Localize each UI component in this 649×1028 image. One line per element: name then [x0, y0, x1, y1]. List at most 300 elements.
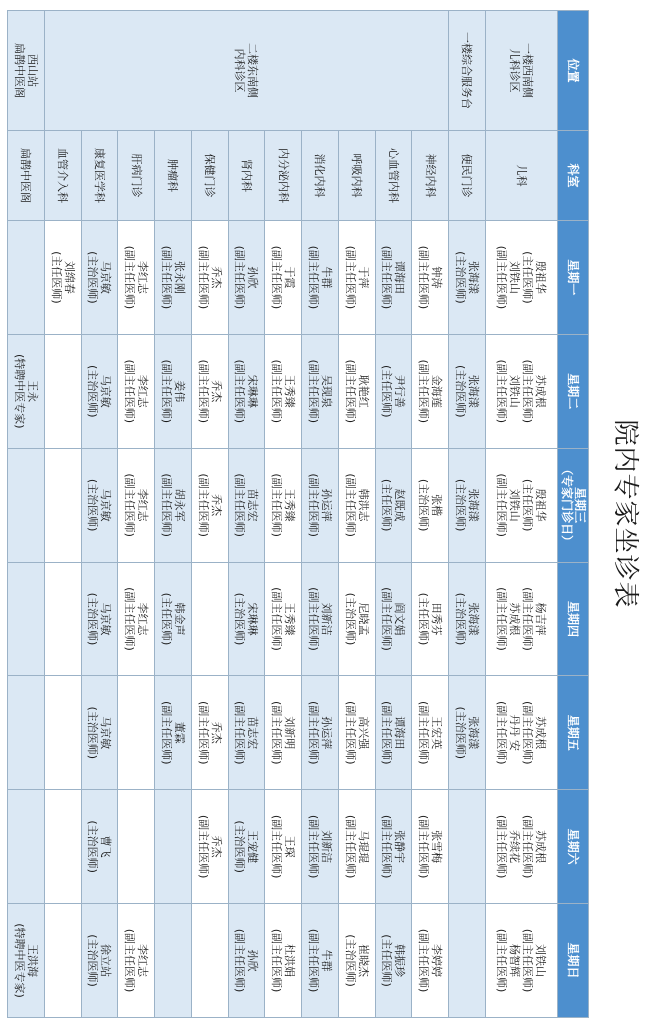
doctor-line: (副主任医师) — [270, 701, 284, 765]
department-cell: 保健门诊 — [191, 131, 228, 221]
doctor-line: (主任医师) — [417, 592, 431, 646]
doctor-line: 王宠健 — [246, 830, 260, 864]
doctor-line: 崔晓杰 — [356, 944, 370, 978]
doctor-cell — [485, 562, 557, 676]
doctor-cell — [228, 562, 265, 676]
doctor-line: 马京敏 — [99, 602, 113, 636]
doctor-cell — [155, 676, 192, 790]
table-row — [228, 11, 265, 1018]
doctor-cell — [338, 334, 375, 448]
department-cell: 消化内科 — [302, 131, 339, 221]
doctor-cell — [412, 676, 449, 790]
table-row — [44, 11, 81, 1018]
doctor-line: 李红志 — [136, 374, 150, 408]
doctor-line: (主治医师) — [343, 592, 357, 646]
doctor-line: (副主任医师) — [270, 473, 284, 537]
doctor-line: 李红志 — [136, 488, 150, 522]
doctor-line: 李红志 — [136, 260, 150, 294]
doctor-line: 钟涛 — [430, 266, 444, 289]
doctor-line: 王宏英 — [430, 716, 444, 750]
doctor-cell — [485, 904, 557, 1018]
doctor-line: (副主任医师) — [196, 473, 210, 537]
doctor-line: (副主任医师) — [417, 701, 431, 765]
schedule-table — [7, 10, 589, 1018]
doctor-line: 谭海田 — [393, 260, 407, 294]
doctor-cell — [338, 790, 375, 904]
doctor-line: (副主任医师) — [343, 701, 357, 765]
doctor-line: (副主任医师) — [159, 701, 173, 765]
doctor-cell — [228, 790, 265, 904]
doctor-line: 杨智辉 — [508, 944, 522, 978]
doctor-cell — [338, 562, 375, 676]
doctor-line: 徐立站 — [99, 944, 113, 978]
doctor-cell — [375, 334, 412, 448]
doctor-line: 田秀芬 — [430, 602, 444, 636]
doctor-cell — [265, 221, 302, 335]
doctor-line: 刘铁山 — [508, 488, 522, 522]
doctor-line: (副主任医师) — [270, 814, 284, 879]
doctor-line: (副主任医师) — [343, 359, 357, 424]
table-row — [81, 11, 118, 1018]
location-cell: 西山站 扁鹊中医阁 — [8, 11, 45, 131]
doctor-line: 孙欣 — [246, 949, 260, 972]
location-cell: 一楼西南侧 儿科诊区 — [485, 11, 557, 131]
doctor-cell — [44, 448, 81, 562]
doctor-line: 刘新明 — [283, 716, 297, 750]
doctor-line: (主治医师) — [417, 478, 431, 532]
department-cell: 肾内科 — [228, 131, 265, 221]
doctor-cell — [375, 904, 412, 1018]
doctor-cell — [191, 562, 228, 676]
department-cell: 康复医学科 — [81, 131, 118, 221]
table-row — [375, 11, 412, 1018]
doctor-line: (副主任医师) — [521, 587, 535, 651]
doctor-cell — [485, 334, 557, 448]
department-cell: 肿瘤科 — [155, 131, 192, 221]
doctor-cell — [155, 904, 192, 1018]
page-title: 院内专家坐诊表 — [610, 419, 640, 609]
doctor-line: 刘铁山 — [534, 944, 548, 978]
doctor-cell — [449, 562, 486, 676]
doctor-line: (主治医师) — [86, 592, 100, 646]
doctor-cell — [485, 790, 557, 904]
doctor-line: 曹飞 — [99, 835, 113, 858]
department-cell: 呼吸内科 — [338, 131, 375, 221]
doctor-cell — [375, 562, 412, 676]
column-header: 位置 — [558, 11, 589, 131]
doctor-line: 张永刚 — [172, 260, 186, 294]
doctor-line: 牛群 — [319, 266, 333, 289]
doctor-line: 张海漾 — [466, 374, 480, 408]
doctor-line: 谭海田 — [393, 716, 407, 750]
doctor-cell — [265, 904, 302, 1018]
doctor-cell — [155, 334, 192, 448]
doctor-cell — [8, 904, 45, 1018]
doctor-line: 刘绵春 — [62, 260, 76, 294]
column-header: 星期六 — [558, 790, 589, 904]
header-row — [558, 11, 589, 1018]
doctor-cell — [338, 448, 375, 562]
doctor-line: (副主任医师) — [159, 359, 173, 424]
doctor-cell — [412, 562, 449, 676]
doctor-line: 王秀臻 — [283, 374, 297, 408]
doctor-line: 尹行善 — [393, 374, 407, 408]
doctor-line: 马琨琨 — [356, 830, 370, 864]
doctor-line: (副主任医师) — [521, 701, 535, 765]
doctor-cell — [44, 790, 81, 904]
doctor-line: 张海漾 — [466, 602, 480, 636]
doctor-cell — [8, 334, 45, 448]
doctor-line: (副主任医师) — [306, 473, 320, 537]
doctor-cell — [155, 221, 192, 335]
doctor-line: (副主任医师) — [343, 245, 357, 310]
doctor-line: (副主任医师) — [306, 928, 320, 993]
doctor-line: (特聘中医专家) — [12, 923, 26, 998]
doctor-cell — [265, 334, 302, 448]
doctor-cell — [412, 790, 449, 904]
doctor-cell — [44, 334, 81, 448]
column-header: 科室 — [558, 131, 589, 221]
doctor-line: (副主任医师) — [380, 245, 394, 310]
doctor-line: 王秀臻 — [283, 602, 297, 636]
doctor-cell — [8, 676, 45, 790]
doctor-cell — [338, 676, 375, 790]
doctor-line: (副主任医师) — [123, 587, 137, 651]
doctor-cell — [412, 221, 449, 335]
doctor-line: 刘铁山 — [508, 260, 522, 294]
doctor-line: 苏成根 — [534, 716, 548, 750]
doctor-line: (副主任医师) — [159, 245, 173, 310]
doctor-line: (副主任医师) — [417, 359, 431, 424]
doctor-cell — [302, 562, 339, 676]
doctor-line: (副主任医师) — [123, 359, 137, 424]
doctor-line: (主治医师) — [86, 820, 100, 873]
doctor-line: (副主任医师) — [306, 701, 320, 765]
doctor-cell — [8, 221, 45, 335]
doctor-line: 马京敏 — [99, 260, 113, 294]
doctor-line: (副主任医师) — [380, 587, 394, 651]
doctor-line: 金海莲 — [430, 374, 444, 408]
doctor-line: 马京敏 — [99, 374, 113, 408]
table-row — [265, 11, 302, 1018]
doctor-cell — [449, 221, 486, 335]
doctor-line: 刘新洁 — [319, 602, 333, 636]
doctor-line: (副主任医师) — [495, 359, 509, 424]
doctor-cell — [155, 790, 192, 904]
schedule-body — [8, 11, 558, 1018]
doctor-line: 苏成根 — [534, 374, 548, 408]
doctor-cell — [81, 904, 118, 1018]
doctor-line: 苏成根 — [508, 602, 522, 636]
doctor-cell — [449, 904, 486, 1018]
doctor-line: (副主任医师) — [233, 245, 247, 310]
doctor-cell — [228, 904, 265, 1018]
doctor-cell — [8, 790, 45, 904]
doctor-cell — [118, 676, 155, 790]
department-cell: 扁鹊中医阁 — [8, 131, 45, 221]
department-cell: 血管介入科 — [44, 131, 81, 221]
doctor-cell — [412, 334, 449, 448]
doctor-line: 张雪梅 — [430, 830, 444, 864]
doctor-line: 苗志宏 — [246, 716, 260, 750]
doctor-line: (副主任医师) — [233, 928, 247, 993]
doctor-line: (副主任医师) — [196, 814, 210, 879]
doctor-line: (主治医师) — [86, 251, 100, 304]
doctor-line: 胡永军 — [172, 488, 186, 522]
doctor-cell — [155, 448, 192, 562]
doctor-cell — [412, 904, 449, 1018]
doctor-line: 尼晓孟 — [356, 602, 370, 636]
doctor-line: 殷祖华 — [534, 488, 548, 522]
doctor-line: (副主任医师) — [380, 701, 394, 765]
doctor-line: 丹丹 安 — [508, 714, 522, 752]
table-row — [155, 11, 192, 1018]
doctor-line: (主任医师) — [380, 364, 394, 418]
doctor-line: 孙运萍 — [319, 488, 333, 522]
doctor-line: 张海漾 — [466, 488, 480, 522]
doctor-line: 苏成根 — [534, 830, 548, 864]
doctor-line: (副主任医师) — [495, 814, 509, 879]
doctor-line: 乔杰 — [209, 835, 223, 858]
doctor-cell — [485, 448, 557, 562]
doctor-cell — [302, 448, 339, 562]
doctor-cell — [485, 676, 557, 790]
department-cell: 内分泌内科 — [265, 131, 302, 221]
doctor-cell — [81, 448, 118, 562]
doctor-cell — [302, 904, 339, 1018]
doctor-line: (副主任医师) — [521, 928, 535, 993]
doctor-line: (主治医师) — [86, 364, 100, 418]
doctor-line: 乔杰 — [209, 494, 223, 517]
doctor-line: (副主任医师) — [159, 473, 173, 537]
doctor-line: (主治医师) — [453, 706, 467, 760]
doctor-line: 牛群 — [319, 949, 333, 972]
doctor-line: 王洪海 — [25, 944, 39, 978]
doctor-cell — [81, 676, 118, 790]
doctor-line: 张海漾 — [466, 260, 480, 294]
doctor-line: (副主任医师) — [417, 814, 431, 879]
doctor-line: 韩洪志 — [356, 488, 370, 522]
department-cell: 肝病门诊 — [118, 131, 155, 221]
doctor-cell — [228, 221, 265, 335]
doctor-cell — [485, 221, 557, 335]
doctor-line: 张海漾 — [466, 716, 480, 750]
doctor-line: 高兴强 — [356, 716, 370, 750]
doctor-cell — [44, 676, 81, 790]
table-row — [8, 11, 45, 1018]
doctor-line: (主治医师) — [453, 478, 467, 532]
doctor-line: (副主任医师) — [495, 245, 509, 310]
doctor-cell — [338, 221, 375, 335]
doctor-line: 赵既成 — [393, 488, 407, 522]
location-cell: 二楼东南侧 内科诊区 — [44, 11, 448, 131]
doctor-line: (副主任医师) — [521, 814, 535, 879]
doctor-line: 孙运萍 — [319, 716, 333, 750]
doctor-cell — [412, 448, 449, 562]
doctor-line: (副主任医师) — [417, 245, 431, 310]
location-cell: 一楼综合服务台 — [449, 11, 486, 131]
doctor-line: 张静宇 — [393, 830, 407, 864]
doctor-line: (主任医师) — [49, 251, 63, 304]
doctor-line: 张楷 — [430, 494, 444, 517]
doctor-line: (副主任医师) — [233, 473, 247, 537]
doctor-line: (主任医师) — [380, 934, 394, 987]
doctor-line: (副主任医师) — [306, 814, 320, 879]
doctor-cell — [118, 790, 155, 904]
doctor-line: (副主任医师) — [123, 473, 137, 537]
doctor-cell — [338, 904, 375, 1018]
doctor-line: 李红志 — [136, 602, 150, 636]
doctor-line: (主治医师) — [86, 706, 100, 760]
doctor-line: (副主任医师) — [196, 359, 210, 424]
doctor-cell — [44, 221, 81, 335]
doctor-cell — [81, 790, 118, 904]
doctor-line: (副主任医师) — [196, 245, 210, 310]
doctor-cell — [191, 790, 228, 904]
doctor-cell — [302, 790, 339, 904]
doctor-line: (副主任医师) — [495, 701, 509, 765]
doctor-cell — [191, 448, 228, 562]
table-row — [302, 11, 339, 1018]
doctor-line: 宋琳琳 — [246, 374, 260, 408]
doctor-line: (主治医师) — [453, 364, 467, 418]
doctor-line: 韩振珍 — [393, 944, 407, 978]
doctor-cell — [375, 790, 412, 904]
doctor-line: 孙欣 — [246, 266, 260, 289]
doctor-line: 马京敏 — [99, 488, 113, 522]
table-row — [412, 11, 449, 1018]
table-row — [191, 11, 228, 1018]
doctor-cell — [191, 334, 228, 448]
doctor-cell — [302, 676, 339, 790]
doctor-line: (副主任医师) — [233, 359, 247, 424]
doctor-line: (主治医师) — [233, 820, 247, 873]
table-row — [485, 11, 557, 1018]
doctor-cell — [375, 221, 412, 335]
doctor-cell — [44, 562, 81, 676]
doctor-line: (副主任医师) — [380, 814, 394, 879]
doctor-cell — [8, 448, 45, 562]
column-header: 星期日 — [558, 904, 589, 1018]
doctor-cell — [81, 221, 118, 335]
doctor-cell — [118, 334, 155, 448]
column-header: 星期四 — [558, 562, 589, 676]
column-header: 星期二 — [558, 334, 589, 448]
doctor-line: 王秀臻 — [283, 488, 297, 522]
doctor-line: 姜伟 — [172, 380, 186, 403]
doctor-cell — [449, 334, 486, 448]
doctor-line: (副主任医师) — [270, 245, 284, 310]
doctor-line: (主治医师) — [453, 251, 467, 304]
doctor-cell — [265, 562, 302, 676]
doctor-cell — [265, 448, 302, 562]
doctor-line: (副主任医师) — [495, 928, 509, 993]
doctor-cell — [228, 334, 265, 448]
doctor-cell — [449, 676, 486, 790]
doctor-cell — [191, 904, 228, 1018]
doctor-cell — [8, 562, 45, 676]
doctor-line: (副主任医师) — [306, 587, 320, 651]
doctor-line: 刘新洁 — [319, 830, 333, 864]
doctor-line: 于萍 — [356, 266, 370, 289]
doctor-line: (副主任医师) — [233, 701, 247, 765]
doctor-line: 王永 — [25, 380, 39, 403]
doctor-line: 王琛 — [283, 835, 297, 858]
column-header: 星期三 （专家门诊日） — [558, 448, 589, 562]
doctor-line: (副主任医师) — [306, 245, 320, 310]
doctor-line: (副主任医师) — [521, 359, 535, 424]
doctor-line: (特聘中医专家) — [12, 353, 26, 429]
doctor-line: (副主任医师) — [343, 814, 357, 879]
doctor-cell — [449, 790, 486, 904]
doctor-line: 吴现泉 — [319, 374, 333, 408]
doctor-line: (副主任医师) — [306, 359, 320, 424]
doctor-line: 董霖 — [172, 721, 186, 744]
department-cell: 神经内科 — [412, 131, 449, 221]
doctor-line: 马京敏 — [99, 716, 113, 750]
doctor-cell — [228, 676, 265, 790]
doctor-line: (副主任医师) — [196, 701, 210, 765]
doctor-line: (副主任医师) — [417, 928, 431, 993]
doctor-line: 乔续花 — [508, 830, 522, 864]
doctor-cell — [118, 448, 155, 562]
doctor-line: (副主任医师) — [270, 587, 284, 651]
doctor-line: 乔杰 — [209, 380, 223, 403]
doctor-cell — [191, 676, 228, 790]
table-row — [338, 11, 375, 1018]
doctor-line: 李红志 — [136, 944, 150, 978]
column-header: 星期一 — [558, 221, 589, 335]
doctor-cell — [44, 904, 81, 1018]
doctor-line: (主任医师) — [159, 592, 173, 646]
doctor-cell — [302, 221, 339, 335]
doctor-line: (主治医师) — [86, 934, 100, 987]
doctor-cell — [375, 448, 412, 562]
doctor-line: 于霞 — [283, 266, 297, 289]
department-cell: 便民门诊 — [449, 131, 486, 221]
doctor-cell — [118, 904, 155, 1018]
doctor-cell — [155, 562, 192, 676]
doctor-cell — [81, 334, 118, 448]
doctor-line: 殷祖华 — [534, 260, 548, 294]
department-cell: 心血管内科 — [375, 131, 412, 221]
doctor-cell — [375, 676, 412, 790]
doctor-line: (副主任医师) — [123, 928, 137, 993]
doctor-line: 乔杰 — [209, 721, 223, 744]
doctor-cell — [81, 562, 118, 676]
doctor-line: (副主任医师) — [270, 928, 284, 993]
doctor-line: (主治医师) — [86, 478, 100, 532]
doctor-cell — [118, 562, 155, 676]
doctor-line: 杜洪娟 — [283, 944, 297, 978]
doctor-cell — [265, 790, 302, 904]
doctor-line: (副主任医师) — [123, 245, 137, 310]
doctor-line: (副主任医师) — [270, 359, 284, 424]
doctor-line: (副主任医师) — [495, 473, 509, 537]
table-row — [118, 11, 155, 1018]
doctor-line: (主治医师) — [233, 592, 247, 646]
doctor-cell — [228, 448, 265, 562]
doctor-line: (主治医师) — [343, 934, 357, 987]
doctor-cell — [191, 221, 228, 335]
department-cell: 儿科 — [485, 131, 557, 221]
doctor-line: 乔杰 — [209, 266, 223, 289]
doctor-line: (主任医师) — [380, 478, 394, 532]
doctor-line: 苗志宏 — [246, 488, 260, 522]
doctor-line: (主治医师) — [453, 592, 467, 646]
doctor-line: 阎文娟 — [393, 602, 407, 636]
doctor-line: 李婷婷 — [430, 944, 444, 978]
